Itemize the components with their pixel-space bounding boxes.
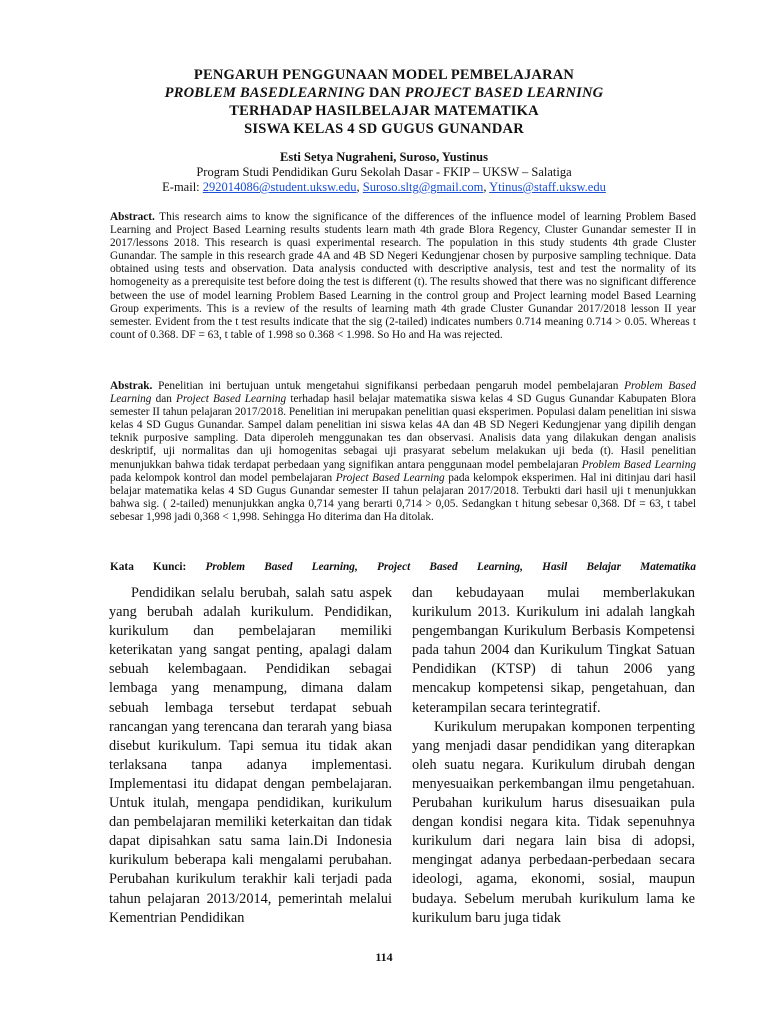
title-line-1: PENGARUH PENGGUNAAN MODEL PEMBELAJARAN <box>193 67 575 83</box>
abstract-english <box>110 211 696 342</box>
email-label: E-mail: <box>162 180 203 194</box>
keywords-label: Kata Kunci: <box>110 561 187 573</box>
abstract-en-text: This research aims to know the significance of the differences of the influence model of learning Problem Based Learning and Project Based Learning results students learn math 4th grade Blora Regency, Cluster Gunandar semester II in 2017/lessons 2018. This research is quasi experimental research. The population in this study students 4th grade Cluster Gunandar. The sample in this research grade 4A and 4B SD Negeri Kedungjenar chosen by purposive sampling technique. Data obtained using tests and observation. Data analysis conducted with descriptive analysis, test and test the normality of its homogeneity as a prerequisite test before doing the test is different (t). The results showed that there was no significant difference between the use of model learning Problem Based Learning in the control group and Project learning model Based Learning Group experiments. This is a review of the results of learning math 4th grade Cluster Gunandar 2017/2018 lesson II year semester. Evident from the t test results indicate that the sig (2-tailed) indicates numbers 0.714 meaning 0.714 > 0.05. Whereas t count of 0.368. DF = 63, t table of 1.998 so 0.368 < 1.998. So Ho and Ha was rejected. <box>110 211 696 341</box>
abstract-id-text-2: dan <box>151 393 177 406</box>
email-link-2[interactable]: Suroso.sltg@gmail.com <box>362 180 484 194</box>
abstract-id-label: Abstrak. <box>110 380 153 392</box>
body-column-left <box>109 584 392 928</box>
abstract-id-text-1: Penelitian ini bertujuan untuk mengetahui signifikansi perbedaan pengaruh model pembelajaran <box>152 380 625 392</box>
title-line-2-a: PROBLEM BASEDLEARNING <box>164 85 366 101</box>
affiliation: Program Studi Pendidikan Guru Sekolah Dasar - FKIP – UKSW – Salatiga <box>196 165 572 179</box>
email-link-3[interactable]: Ytinus@staff.uksw.edu <box>489 180 606 194</box>
email-sep-2: , <box>483 180 490 194</box>
abstract-id-italic-1: Problem Based Learning <box>110 380 696 406</box>
page-number: 114 <box>375 950 393 964</box>
keywords-text: Problem Based Learning, Project Based Learning, Hasil Belajar Matematika <box>205 561 697 573</box>
abstract-id-italic-4: Project Based Learning <box>335 471 445 484</box>
keywords <box>110 560 696 574</box>
title-line-2 <box>0 84 768 102</box>
abstract-id-text-5: pada kelompok eksperimen. Hal ini ditinjau dari hasil belajar matematika kelas 4 SD Gugus Gunandar semester II tahun pelajaran 2017/2018. Terbukti dari hasil uji t menunjukkan bahwa sig. ( 2-tailed) menunjukkan angka 0,714 yang berarti 0,714 > 0,05. Sedangkan t hitung sebesar 0,368. Df = 63, t tabel sebesar 1,998 jadi 0,368 < 1,998. Sehingga Ho diterima dan Ha ditolak. <box>110 471 696 523</box>
body-paragraph: dan kebudayaan mulai memberlakukan kurikulum 2013. Kurikulum ini adalah langkah pengembangan Kurikulum Berbasis Kompetensi pada tahun 2004 dan Kurikulum Tingkat Satuan Pendidikan (KTSP) di tahun 2006 yang mencakup kompetensi sikap, pengetahuan, dan keterampilan secara terintegratif. <box>412 585 695 716</box>
abstract-id-italic-3: Problem Based Learning <box>581 458 696 471</box>
email-line <box>0 180 768 195</box>
email-link-1[interactable]: 292014086@student.uksw.edu <box>202 180 357 194</box>
title-line-4: SISWA KELAS 4 SD GUGUS GUNANDAR <box>244 121 524 137</box>
author-names: Esti Setya Nugraheni, Suroso, Yustinus <box>280 150 488 164</box>
body-column-right <box>412 584 695 928</box>
abstract-id-italic-2: Project Based Learning <box>176 393 287 406</box>
abstract-id-text-4: pada kelompok kontrol dan model pembelajaran <box>110 471 336 484</box>
abstract-en-label: Abstract. <box>110 211 155 223</box>
title-line-2-c: PROJECT BASED LEARNING <box>404 85 604 101</box>
author-block <box>0 150 768 195</box>
abstract-id-text-3: terhadap hasil belajar matematika siswa kelas 4 SD Gugus Gunandar Kabupaten Blora semester II tahun pelajaran 2017/2018. Penelitian ini merupakan penelitian quasi eksperimen. Populasi dalam penelitian ini siswa kelas 4 SD Gugus Gunandar. Sampel dalam penelitian ini siswa kelas 4A dan 4B SD Negeri Kedungjenar yang dipilih dengan teknik purposive sampling. Data diperoleh menggunakan tes dan observasi. Analisis data yang dilakukan dengan analisis deskriptif, uji normalitas dan uji homogenitas sebagai uji prasyarat sebelum melakukan uji beda (t). Hasil penelitian menunjukkan bahwa tidak terdapat perbedaan yang signifikan antara penggunaan model pembelajaran <box>110 393 696 471</box>
body-paragraph: Kurikulum merupakan komponen terpenting yang menjadi dasar pendidikan yang diterapkan oleh suatu negara. Kurikulum dirubah dengan menyesuaikan perkembangan ilmu pengetahuan. Perubahan kurikulum harus disesuaikan pula dengan kondisi negara kita. Tidak sepenuhnya kurikulum dari negara lain bisa di adopsi, mengingat adanya perbedaan-perbedaan secara ideologi, agama, ekonomi, sosial, maupun budaya. Sebelum merubah kurikulum lama ke kurikulum baru juga tidak <box>412 718 695 926</box>
abstract-indonesian <box>110 380 696 524</box>
email-sep-1: , <box>356 180 363 194</box>
title-line-3: TERHADAP HASILBELAJAR MATEMATIKA <box>229 103 539 119</box>
paper-title <box>0 66 768 138</box>
title-line-2-b: DAN <box>365 85 405 101</box>
body-paragraph: Pendidikan selalu berubah, salah satu aspek yang berubah adalah kurikulum. Pendidikan, kurikulum dan pembelajaran memiliki keterikatan yang sangat penting, apalagi dalam sebuah kelembagaan. Pendidikan sebagai lembaga yang menampung, dimana dalam sebuah lembaga tersebut terdapat sebuah rancangan yang terencana dan terarah yang biasa disebut kurikulum. Tapi semua itu tidak akan terlaksana tanpa adanya implementasi. Implementasi itu didapat dengan pembelajaran. Untuk itulah, mengapa pendidikan, kurikulum dan pembelajaran memiliki keterkaitan dan tidak dapat dipisahkan satu sama lain.Di Indonesia kurikulum beberapa kali mengalami perubahan. Perubahan kurikulum terakhir kali terjadi pada tahun pelajaran 2013/2014, pemerintah melalui Kementrian Pendidikan <box>109 585 392 926</box>
